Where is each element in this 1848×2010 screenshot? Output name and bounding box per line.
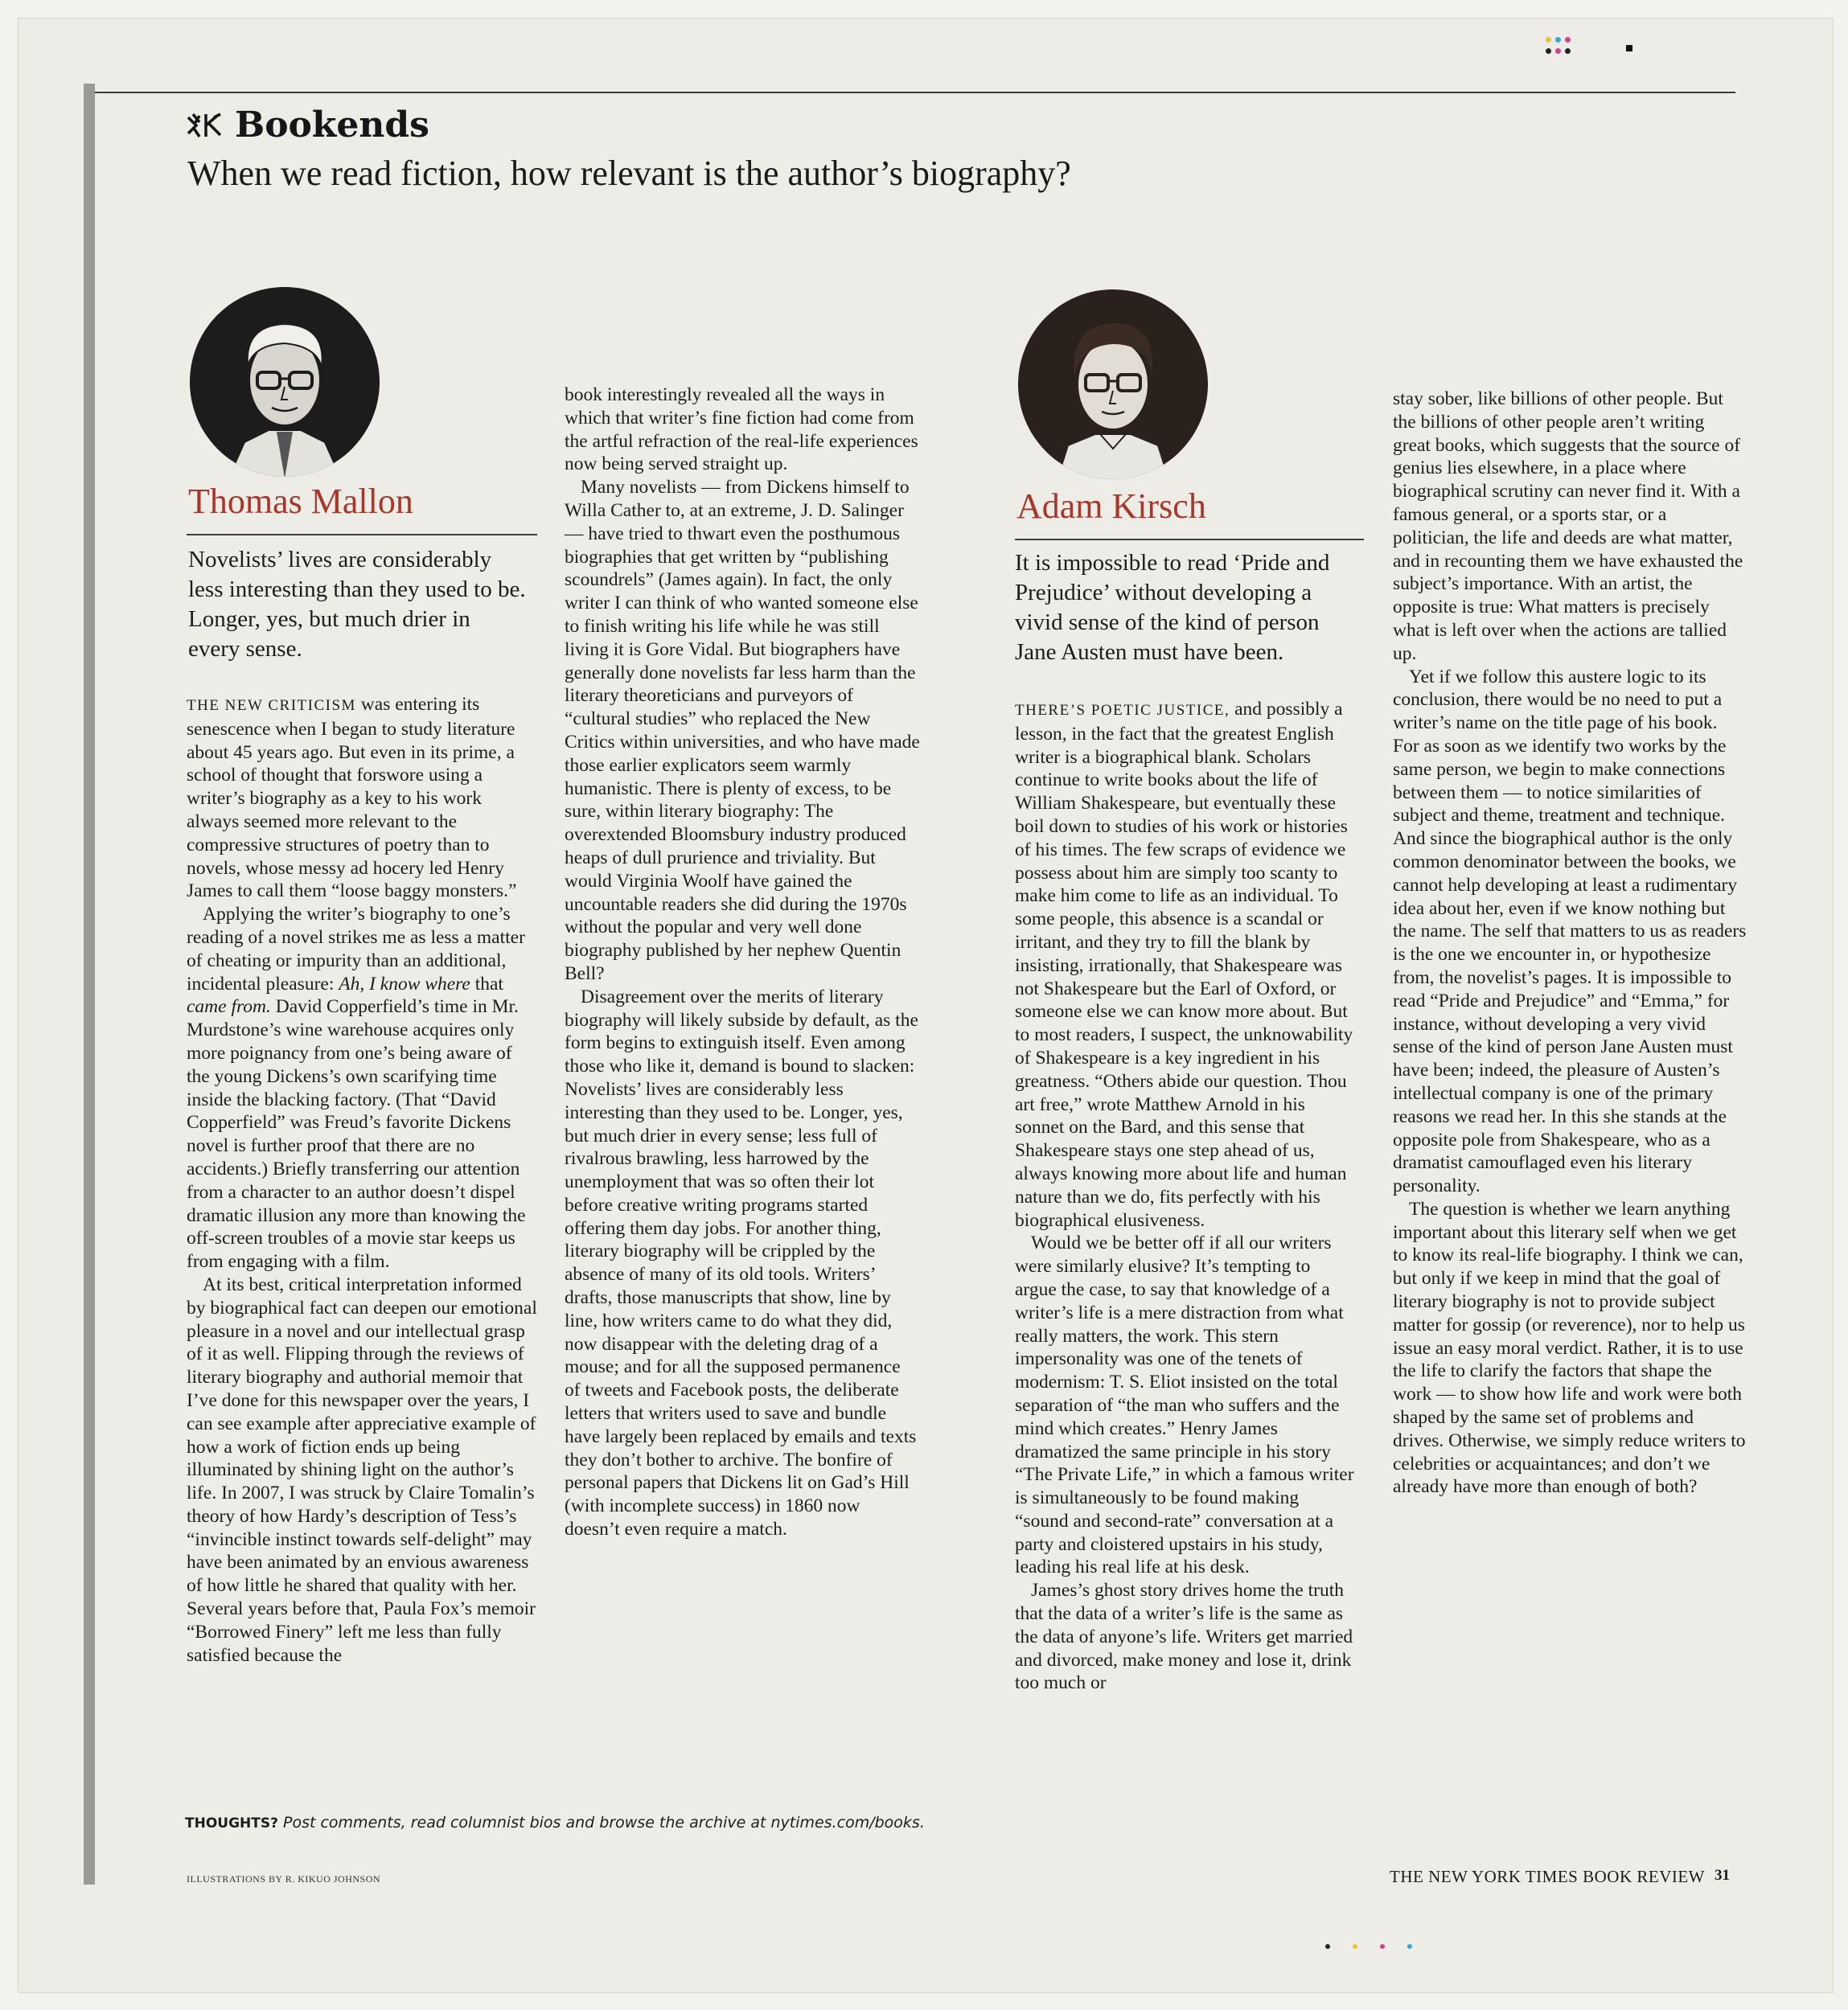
nyt-logo-icon [185,111,224,140]
registration-square [1626,45,1632,51]
italic-text: came from. [187,996,271,1018]
article-column-2 [565,384,920,1541]
thoughts-label: THOUGHTS? [185,1815,278,1832]
page-question: When we read fiction, how relevant is the author’s biography? [187,154,1071,193]
section-title: Bookends [235,105,429,146]
lead-in: THERE’S POETIC JUSTICE, [1015,702,1230,719]
paragraph-text: that [470,973,503,995]
top-rule [87,92,1735,93]
paragraph: Would we be better off if all our writers were similarly elusive? It’s tempting to argue the case, to say that knowledge of a writer’s life is a mere distraction from what really matters, the work. This stern impersonality was one of the tenets of modernism: T. S. Eliot insisted on the total separation of “the man who suffers and the mind which creates.” Henry James dramatized the same principle in his story “The Private Life,” in which a famous writer is simultaneously to be found making “sound and second-rate” conversation at a party and cloistered upstairs in his study, leading his real life at his desk. [1015,1233,1354,1578]
paragraph [187,903,537,1274]
author-rule-kirsch [1015,539,1364,540]
article-column-4 [1393,388,1747,1499]
author-name-mallon: Thomas Mallon [188,482,413,521]
paragraph: Disagreement over the merits of literary biography will likely subside by default, as the form begins to extinguish itself. Even among those who like it, demand is bound to slacken: Novelists’ lives are considerably less interesting than they used to be. Longer, yes, but much drier in every sense; less full of rivalrous brawling, less harrowed by the unemployment that was so often their lot before creative writing programs started offering them day jobs. For another thing, literary biography will be crippled by the absence of many of its old tools. Writers’ drafts, those manuscripts that show, line by line, how writers came to do what they did, now disappear with the deleting drag of a mouse; and for all the supposed permanence of tweets and Facebook posts, the deliberate letters that writers used to save and bundle have largely been replaced by emails and texts they don’t bother to archive. The bonfire of personal papers that Dickens lit on Gad’s Hill (with incomplete success) in 1860 now doesn’t even require a match. [565,986,918,1540]
paragraph-text: Applying the writer’s biography to one’s reading of a novel strikes me as less a matter of cheating or impurity than an additional, incidental pleasure: [187,904,525,995]
article-column-1 [187,693,537,1667]
author-name-kirsch: Adam Kirsch [1016,486,1206,526]
section-header [185,105,429,146]
paragraph: Many novelists — from Dickens himself to Willa Cather to, at an extreme, J. D. Salinger — have tried to thwart even the posthumous biographies that get written by “publishing scoundrels” (James again). In fact, the only writer I can think of who wanted someone else to finish writing his life while he was still living it is Gore Vidal. But biographers have generally done novelists far less harm than the literary theoreticians and purveyors of “cultural studies” who replaced the New Critics within universities, and who have made those earlier explicators seem warmly humanistic. There is plenty of excess, to be sure, within literary biography: The overextended Bloomsbury industry produced heaps of dull prurience and triviality. But would Virginia Woolf have gained the uncountable readers she did during the 1970s without the popular and very well done biography published by her nephew Quentin Bell? [565,477,920,984]
pullquote-mallon: Novelists’ lives are considerably less interesting than they used to be. Longer, yes, but much drier in every sense. [188,547,526,662]
paragraph-text: was entering its senescence when I began to study literature about 45 years ago. But even in its prime, a school of thought that forswore using a writer’s biography as a key to his work always seemed more relevant to the compressive structures of poetry than to novels, whose messy ad hocery led Henry James to call them “loose baggy monsters.” [187,694,517,902]
paragraph: At its best, critical interpretation informed by biographical fact can deepen our emotional pleasure in a novel and our intellectual grasp of it as well. Flipping through the reviews of literary biography and authorial memoir that I’ve done for this newspaper over the years, I can see example after appreciative example of how a work of fiction ends up being illuminated by shining light on the author’s life. In 2007, I was struck by Claire Tomalin’s theory of how Hardy’s description of Tess’s “invincible instinct towards self-delight” may have been animated by an envious awareness of how little he shared that quality with her. Several years before that, Paula Fox’s memoir “Borrowed Finery” left me less than fully satisfied because the [187,1274,537,1666]
paragraph [1015,698,1356,1232]
paragraph [187,693,537,903]
italic-text: Ah, I know where [339,973,470,995]
author-rule-mallon [187,534,537,535]
publication-name: THE NEW YORK TIMES BOOK REVIEW [1390,1867,1705,1886]
paragraph: book interestingly revealed all the ways in which that writer’s fine fiction had come from the artful refraction of the real-life experiences now being served straight up. [565,384,918,475]
registration-marks-bottom [1325,1942,1422,1952]
footer-thoughts [185,1814,1150,1832]
illustration-credit: ILLUSTRATIONS BY R. KIKUO JOHNSON [187,1873,381,1885]
paragraph-text: David Copperfield’s time in Mr. Murdstone’s wine warehouse acquires only more poignancy from one’s being aware of the young Dickens’s own scarifying time inside the blacking factory. (That “David Copperfield” was Freud’s favorite Dickens novel is further proof that there are no accidents.) Briefly transferring our attention from a character to an author doesn’t dispel dramatic illusion any more than knowing the off-screen troubles of a movie star keeps us from engaging with a film. [187,996,526,1273]
adam-kirsch-portrait-icon [1016,288,1209,481]
pullquote-kirsch: It is impossible to read ‘Pride and Prejudice’ without developing a vivid sense of the kind of person Jane Austen must have been. [1015,550,1330,665]
sidebar-bar [84,84,95,1885]
thoughts-text: Post comments, read columnist bios and browse the archive at nytimes.com/books. [277,1814,925,1832]
page-number: 31 [1715,1867,1730,1884]
paragraph-text: and possibly a lesson, in the fact that the greatest English writer is a biographical blank. Scholars continue to write books about the life of William Shakespeare, but eventually these boil down to studies of his work or histories of his times. The few scraps of evidence we possess about him are simply too scanty to make him come to life as an individual. To some people, this absence is a scandal or irritant, and they try to fill the blank by insisting, irrationally, that Shakespeare was not Shakespeare but the Earl of Oxford, or someone else we can know more about. But to most readers, I suspect, the unknowability of Shakespeare is a key ingredient in his greatness. “Others abide our question. Thou art free,” wrote Matthew Arnold in his sonnet on the Bard, and this sense that Shakespeare stays one step ahead of us, always knowing more about life and human nature than we do, fits perfectly with his biographical elusiveness. [1015,699,1353,1231]
paragraph: James’s ghost story drives home the truth that the data of a writer’s life is the same as the data of anyone’s life. Writers get married and divorced, make money and lose it, drink too much or [1015,1580,1353,1694]
article-column-3 [1015,698,1356,1695]
registration-marks [1542,35,1583,59]
thomas-mallon-portrait-icon [188,285,381,478]
paragraph: Yet if we follow this austere logic to its conclusion, there would be no need to put a writer’s name on the title page of his book. For as soon as we identify two works by the same person, we begin to make connections between them — to notice similarities of subject and theme, treatment and technique. And since the biographical author is the only common denominator between the books, we cannot help developing at least a rudimentary idea about her, even if we know nothing but the name. The self that matters to us as readers is the one we encounter in, or hypothesize from, the novelist’s pages. It is impossible to read “Pride and Prejudice” and “Emma,” for instance, without developing a very vivid sense of the kind of person Jane Austen must have been; indeed, the pleasure of Austen’s intellectual company is one of the primary reasons we read her. In this she stands at the opposite pole from Shakespeare, who as a dramatist camouflaged even his literary personality. [1393,666,1747,1197]
lead-in: THE NEW CRITICISM [187,697,356,714]
paragraph: stay sober, like billions of other people. But the billions of other people aren’t writing great books, which suggests that the source of genius lies elsewhere, in a place where biographical scrutiny can never find it. With a famous general, or a sports star, or a politician, the life and deeds are what matter, and in recounting them we have exhausted the subject’s importance. With an artist, the opposite is true: What matters is precisely what is left over when the actions are tallied up. [1393,388,1743,664]
paragraph: The question is whether we learn anything important about this literary self when we get to know its real-life biography. I think we can, but only if we keep in mind that the goal of literary biography is not to provide subject matter for gossip (or reverence), nor to help us issue an easy moral verdict. Rather, it is to use the life to clarify the factors that shape the work — to show how life and work were both shaped by the same set of problems and drives. Otherwise, we simply reduce writers to celebrities or acquaintances; and don’t we already have more than enough of both? [1393,1198,1746,1498]
